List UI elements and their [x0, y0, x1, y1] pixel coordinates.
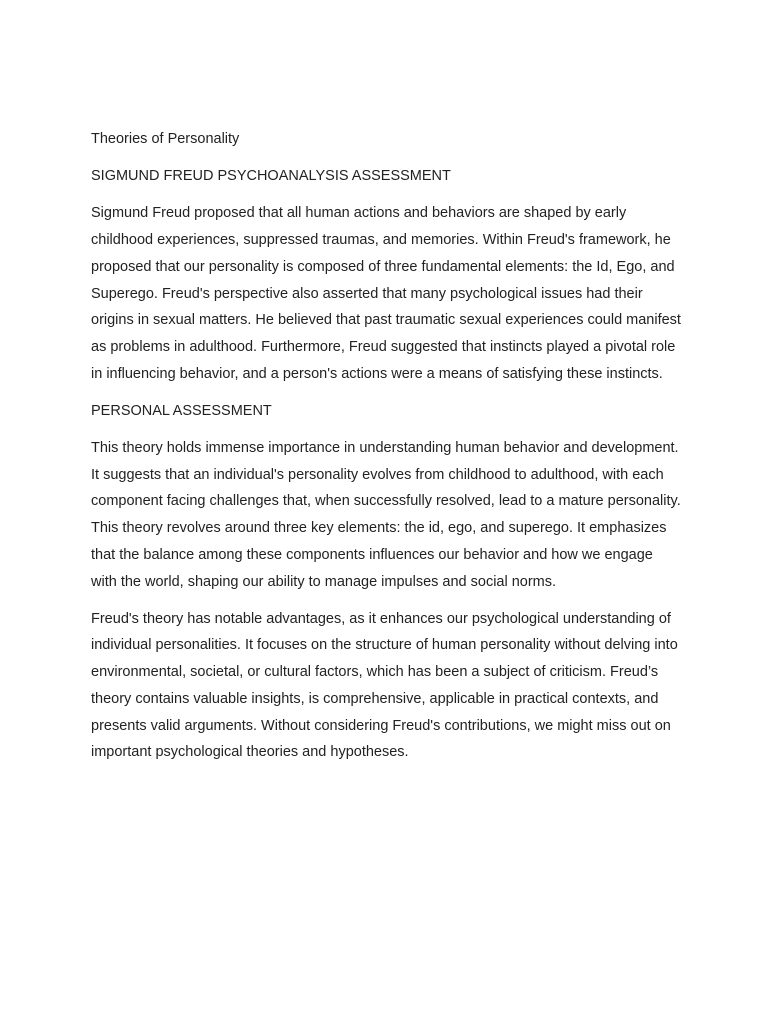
- paragraph-theory-importance: This theory holds immense importance in understanding human behavior and development. It suggests that an individual's personality evolves from childhood to adulthood, with each component facing challenges that, when successfully resolved, lead to a mature personality. This theory revolves around three key elements: the id, ego, and superego. It emphasizes that the balance among these components influences our behavior and how we engage with the world, shaping our ability to manage impulses and social norms.: [91, 440, 681, 590]
- document-body: [91, 126, 681, 776]
- section-heading-freud-assessment: SIGMUND FREUD PSYCHOANALYSIS ASSESSMENT: [91, 168, 451, 185]
- paragraph-theory-advantages: Freud's theory has notable advantages, as it enhances our psychological understanding of individual personalities. It focuses on the structure of human personality without delving into environmental, societal, or cultural factors, which has been a subject of criticism. Freud’s theory contains valuable insights, is comprehensive, applicable in practical contexts, and presents valid arguments. Without considering Freud's contributions, we might miss out on important psychological theories and hypotheses.: [91, 610, 678, 761]
- section-heading-personal-assessment: PERSONAL ASSESSMENT: [91, 402, 272, 419]
- document-title: Theories of Personality: [91, 131, 240, 147]
- paragraph-freud-overview: Sigmund Freud proposed that all human actions and behaviors are shaped by early childhood experiences, suppressed traumas, and memories. Within Freud's framework, he proposed that our personality is composed of three fundamental elements: the Id, Ego, and Superego. Freud's perspective also asserted that many psychological issues had their origins in sexual matters. He believed that past traumatic sexual experiences could manifest as problems in adulthood. Furthermore, Freud suggested that instincts played a pivotal role in influencing behavior, and a person's actions were a means of satisfying these instincts.: [91, 205, 681, 382]
